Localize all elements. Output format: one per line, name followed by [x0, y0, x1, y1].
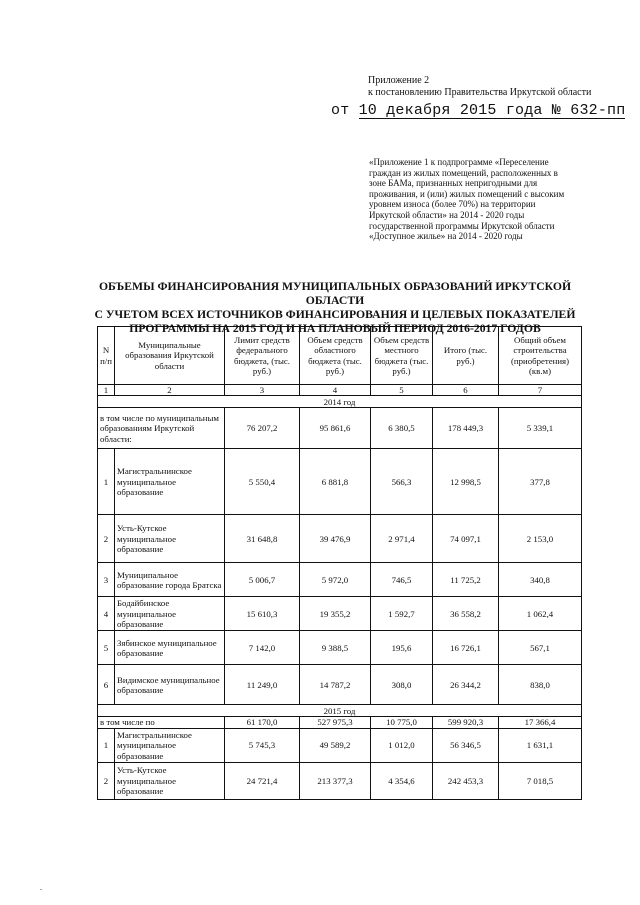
federal-value: 15 610,3 [225, 597, 300, 631]
total-regional: 527 975,3 [300, 717, 371, 728]
total-row-2014 [98, 408, 582, 449]
regional-value: 9 388,5 [300, 631, 371, 665]
local-value: 2 971,4 [371, 515, 433, 563]
federal-value: 5 006,7 [225, 563, 300, 597]
subprogram-line: «Доступное жилье» на 2014 - 2020 годы [369, 231, 523, 242]
area-value: 2 153,0 [499, 515, 582, 563]
financing-table [97, 326, 582, 800]
federal-value: 11 249,0 [225, 665, 300, 705]
subprogram-line: проживания, и (или) жилых помещений с высоким [369, 188, 565, 199]
total-sum: 599 920,3 [433, 717, 499, 728]
row-number: 1 [98, 728, 115, 762]
municipality-name: Усть-Кутское муниципальное образование [115, 762, 225, 799]
column-number: 5 [371, 385, 433, 396]
table-row [98, 665, 582, 705]
column-number-row [98, 385, 582, 396]
local-value: 1 012,0 [371, 728, 433, 762]
column-number: 1 [98, 385, 115, 396]
subprogram-line: государственной программы Иркутской области [369, 220, 555, 231]
column-number: 4 [300, 385, 371, 396]
table-header-row [98, 327, 582, 385]
total-value: 74 097,1 [433, 515, 499, 563]
local-value: 1 592,7 [371, 597, 433, 631]
regional-value: 5 972,0 [300, 563, 371, 597]
area-value: 377,8 [499, 449, 582, 515]
municipality-name: Муниципальное образование города Братска [115, 563, 225, 597]
header-municipality: Муниципальные образования Иркутской области [115, 327, 225, 385]
regional-value: 39 476,9 [300, 515, 371, 563]
total-local: 10 775,0 [371, 717, 433, 728]
area-value: 340,8 [499, 563, 582, 597]
regional-value: 6 881,8 [300, 449, 371, 515]
regional-value: 213 377,3 [300, 762, 371, 799]
local-value: 308,0 [371, 665, 433, 705]
table-row [98, 563, 582, 597]
area-value: 1 062,4 [499, 597, 582, 631]
federal-value: 7 142,0 [225, 631, 300, 665]
subprogram-line: «Приложение 1 к подпрограмме «Переселение [369, 157, 549, 167]
local-value: 4 354,6 [371, 762, 433, 799]
municipality-name: Видимское муниципальное образование [115, 665, 225, 705]
title-line: С УЧЕТОМ ВСЕХ ИСТОЧНИКОВ ФИНАНСИРОВАНИЯ И ЦЕЛЕВЫХ ПОКАЗАТЕЛЕЙ [94, 308, 576, 321]
municipality-name: Усть-Кутское муниципальное образование [115, 515, 225, 563]
regional-value: 49 589,2 [300, 728, 371, 762]
total-federal: 76 207,2 [225, 408, 300, 449]
column-number: 6 [433, 385, 499, 396]
year-label: 2014 год [98, 396, 582, 408]
local-value: 566,3 [371, 449, 433, 515]
row-number: 2 [98, 515, 115, 563]
area-value: 7 018,5 [499, 762, 582, 799]
federal-value: 24 721,4 [225, 762, 300, 799]
total-value: 242 453,3 [433, 762, 499, 799]
row-number: 2 [98, 762, 115, 799]
table-row [98, 631, 582, 665]
scan-mark: . [40, 883, 42, 892]
table-row [98, 728, 582, 762]
appendix-line-2: к постановлению Правительства Иркутской области [368, 87, 592, 98]
header-construction-volume: Общий объем строительства (приобретения) (кв.м) [499, 327, 582, 385]
table-row [98, 597, 582, 631]
total-sum: 178 449,3 [433, 408, 499, 449]
column-number: 2 [115, 385, 225, 396]
area-value: 567,1 [499, 631, 582, 665]
appendix-note [368, 75, 591, 99]
table-row [98, 515, 582, 563]
municipality-name: Бодайбинское муниципальное образование [115, 597, 225, 631]
municipality-name: Магистральнинское муниципальное образование [115, 449, 225, 515]
municipality-name: Магистральнинское муниципальное образование [115, 728, 225, 762]
total-area: 5 339,1 [499, 408, 582, 449]
decree-date-number [331, 102, 625, 120]
total-value: 12 998,5 [433, 449, 499, 515]
federal-value: 5 745,3 [225, 728, 300, 762]
regional-value: 14 787,2 [300, 665, 371, 705]
row-number: 5 [98, 631, 115, 665]
federal-value: 5 550,4 [225, 449, 300, 515]
decree-prefix: от [331, 102, 350, 119]
federal-value: 31 648,8 [225, 515, 300, 563]
total-label: в том числе по [98, 717, 225, 728]
header-number: N п/п [98, 327, 115, 385]
appendix-line-1: Приложение 2 [368, 75, 430, 86]
area-value: 838,0 [499, 665, 582, 705]
subprogram-line: зоне БАМа, признанных непригодными для [369, 178, 538, 189]
header-federal-budget: Лимит средств федерального бюджета, (тыс. руб.) [225, 327, 300, 385]
total-regional: 95 861,6 [300, 408, 371, 449]
total-local: 6 380,5 [371, 408, 433, 449]
total-value: 36 558,2 [433, 597, 499, 631]
row-number: 4 [98, 597, 115, 631]
column-number: 7 [499, 385, 582, 396]
total-value: 26 344,2 [433, 665, 499, 705]
year-row-2015 [98, 705, 582, 717]
row-number: 1 [98, 449, 115, 515]
subprogram-line: Иркутской области» на 2014 - 2020 годы [369, 209, 525, 220]
total-area: 17 366,4 [499, 717, 582, 728]
header-regional-budget: Объем средств областного бюджета (тыс. руб.) [300, 327, 371, 385]
total-federal: 61 170,0 [225, 717, 300, 728]
total-value: 56 346,5 [433, 728, 499, 762]
total-value: 16 726,1 [433, 631, 499, 665]
total-label: в том числе по муниципальным образованиям Иркутской области: [98, 408, 225, 449]
total-row-2015 [98, 717, 582, 728]
row-number: 6 [98, 665, 115, 705]
total-value: 11 725,2 [433, 563, 499, 597]
local-value: 195,6 [371, 631, 433, 665]
year-row-2014 [98, 396, 582, 408]
area-value: 1 631,1 [499, 728, 582, 762]
decree-date: 10 декабря 2015 года № 632-пп [358, 102, 626, 119]
title-line: ПРОГРАММЫ НА 2015 ГОД И НА ПЛАНОВЫЙ ПЕРИОД 2016-2017 ГОДОВ [129, 322, 541, 335]
header-local-budget: Объем средств местного бюджета (тыс. руб.) [371, 327, 433, 385]
municipality-name: Зябинское муниципальное образование [115, 631, 225, 665]
table-row [98, 449, 582, 515]
regional-value: 19 355,2 [300, 597, 371, 631]
local-value: 746,5 [371, 563, 433, 597]
header-total: Итого (тыс. руб.) [433, 327, 499, 385]
table-row [98, 762, 582, 799]
subprogram-note [369, 157, 589, 242]
row-number: 3 [98, 563, 115, 597]
year-label: 2015 год [98, 705, 582, 717]
subprogram-line: граждан из жилых помещений, расположенных в [369, 167, 558, 178]
column-number: 3 [225, 385, 300, 396]
subprogram-line: уровнем износа (более 70%) на территории [369, 199, 536, 210]
title-line: ОБЪЕМЫ ФИНАНСИРОВАНИЯ МУНИЦИПАЛЬНЫХ ОБРАЗОВАНИЙ ИРКУТСКОЙ ОБЛАСТИ [98, 280, 572, 307]
